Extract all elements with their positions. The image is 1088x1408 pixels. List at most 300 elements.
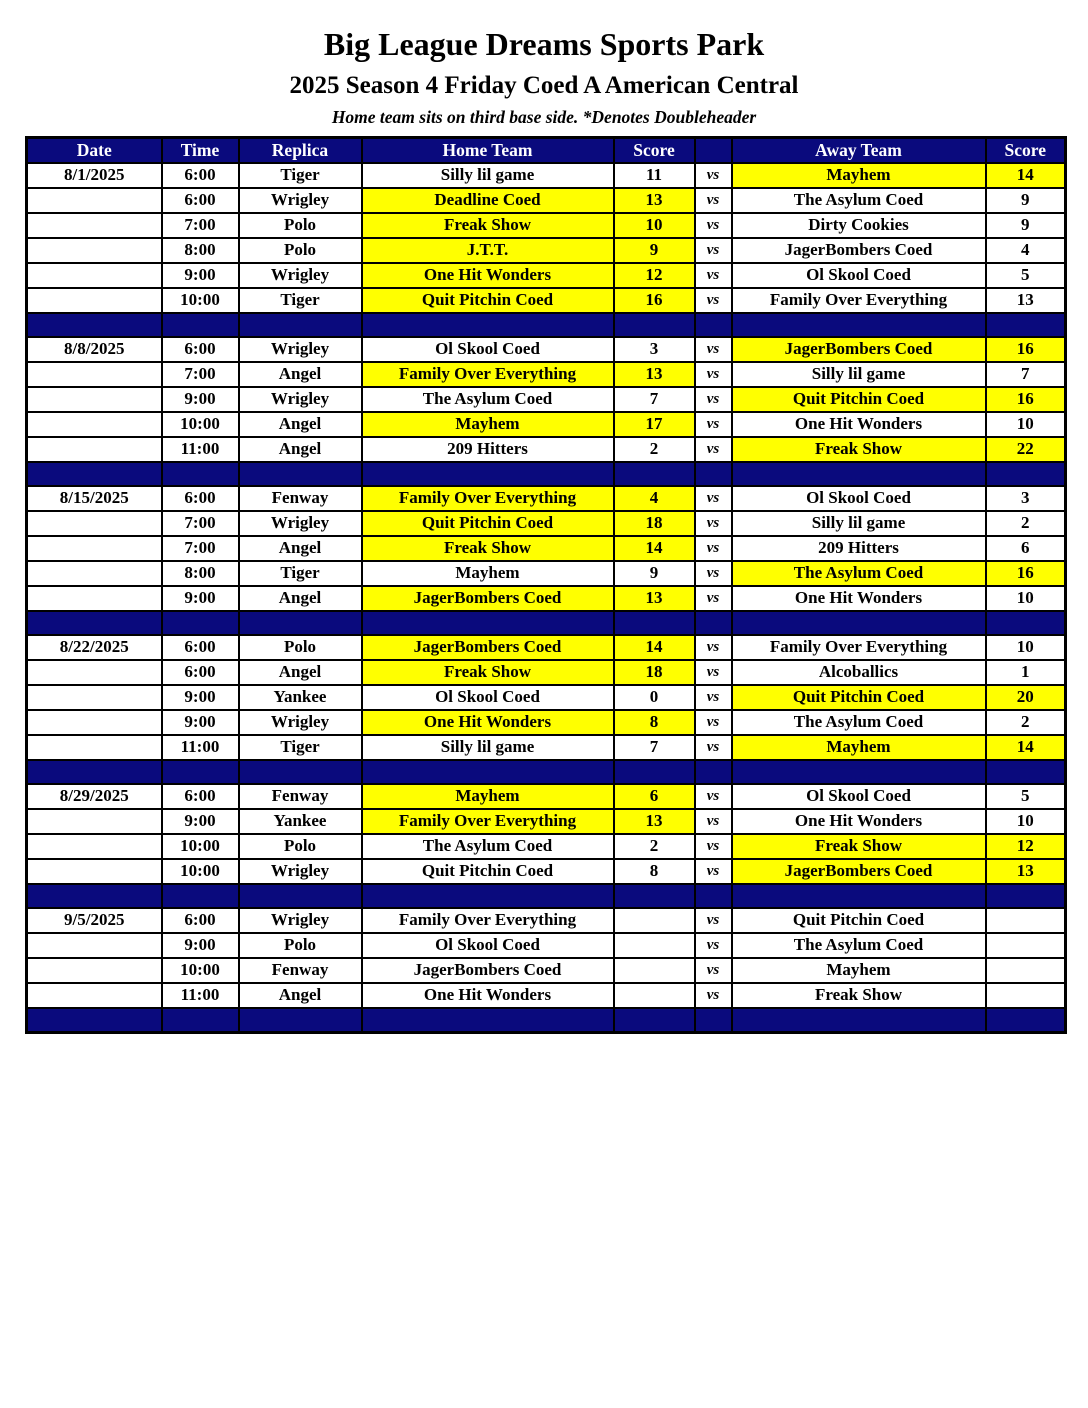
date-cell [27, 809, 162, 834]
separator-cell [27, 884, 162, 908]
home-team-cell: 209 Hitters [362, 437, 614, 462]
home-score-cell: 0 [614, 685, 695, 710]
separator-cell [162, 313, 239, 337]
replica-cell: Wrigley [239, 511, 362, 536]
time-cell: 8:00 [162, 238, 239, 263]
home-team-cell: The Asylum Coed [362, 387, 614, 412]
schedule-note: Home team sits on third base side. *Denotes Doubleheader [331, 107, 757, 127]
vs-cell: vs [695, 859, 732, 884]
date-cell: 9/5/2025 [27, 908, 162, 933]
away-team-cell: One Hit Wonders [732, 809, 986, 834]
home-score-cell: 13 [614, 188, 695, 213]
separator-cell [732, 462, 986, 486]
col-header-score-home: Score [614, 137, 695, 163]
col-header-date: Date [27, 137, 162, 163]
game-row [27, 163, 1066, 188]
col-header-vs [695, 137, 732, 163]
separator-cell [239, 611, 362, 635]
vs-cell: vs [695, 163, 732, 188]
separator-cell [732, 611, 986, 635]
home-score-cell: 13 [614, 586, 695, 611]
away-score-cell: 6 [986, 536, 1066, 561]
separator-cell [362, 1008, 614, 1033]
game-row [27, 188, 1066, 213]
vs-cell: vs [695, 511, 732, 536]
replica-cell: Wrigley [239, 908, 362, 933]
date-cell [27, 238, 162, 263]
date-cell [27, 536, 162, 561]
time-cell: 10:00 [162, 958, 239, 983]
separator-cell [732, 1008, 986, 1033]
separator-cell [239, 313, 362, 337]
vs-cell: vs [695, 337, 732, 362]
separator-cell [27, 1008, 162, 1033]
home-score-cell: 4 [614, 486, 695, 511]
date-cell [27, 288, 162, 313]
col-header-replica: Replica [239, 137, 362, 163]
away-team-cell: Quit Pitchin Coed [732, 387, 986, 412]
vs-cell: vs [695, 362, 732, 387]
vs-cell: vs [695, 809, 732, 834]
away-team-cell: Silly lil game [732, 511, 986, 536]
home-score-cell: 13 [614, 809, 695, 834]
replica-cell: Wrigley [239, 387, 362, 412]
separator-row [27, 313, 1066, 337]
game-row [27, 238, 1066, 263]
vs-cell: vs [695, 635, 732, 660]
away-score-cell: 2 [986, 511, 1066, 536]
separator-cell [362, 462, 614, 486]
time-cell: 6:00 [162, 635, 239, 660]
vs-cell: vs [695, 834, 732, 859]
away-team-cell: Mayhem [732, 163, 986, 188]
time-cell: 7:00 [162, 213, 239, 238]
replica-cell: Polo [239, 213, 362, 238]
time-cell: 6:00 [162, 784, 239, 809]
away-team-cell: The Asylum Coed [732, 188, 986, 213]
away-score-cell: 20 [986, 685, 1066, 710]
time-cell: 6:00 [162, 660, 239, 685]
home-score-cell: 18 [614, 511, 695, 536]
away-team-cell: The Asylum Coed [732, 933, 986, 958]
game-row [27, 387, 1066, 412]
away-score-cell: 4 [986, 238, 1066, 263]
home-score-cell: 13 [614, 362, 695, 387]
date-cell [27, 933, 162, 958]
time-cell: 8:00 [162, 561, 239, 586]
date-cell: 8/15/2025 [27, 486, 162, 511]
separator-cell [27, 760, 162, 784]
separator-cell [986, 611, 1066, 635]
separator-cell [27, 611, 162, 635]
away-team-cell: Ol Skool Coed [732, 784, 986, 809]
separator-cell [239, 760, 362, 784]
home-score-cell: 7 [614, 387, 695, 412]
home-team-cell: Freak Show [362, 660, 614, 685]
separator-cell [695, 313, 732, 337]
separator-cell [27, 462, 162, 486]
home-team-cell: Deadline Coed [362, 188, 614, 213]
replica-cell: Wrigley [239, 859, 362, 884]
home-team-cell: Freak Show [362, 213, 614, 238]
home-team-cell: Family Over Everything [362, 908, 614, 933]
date-cell [27, 660, 162, 685]
replica-cell: Tiger [239, 735, 362, 760]
game-row [27, 933, 1066, 958]
away-score-cell: 16 [986, 561, 1066, 586]
home-team-cell: JagerBombers Coed [362, 635, 614, 660]
away-score-cell: 9 [986, 188, 1066, 213]
home-score-cell [614, 933, 695, 958]
home-team-cell: Family Over Everything [362, 486, 614, 511]
home-score-cell: 9 [614, 561, 695, 586]
time-cell: 7:00 [162, 536, 239, 561]
time-cell: 11:00 [162, 437, 239, 462]
away-score-cell: 16 [986, 387, 1066, 412]
date-cell [27, 188, 162, 213]
date-cell [27, 710, 162, 735]
replica-cell: Angel [239, 586, 362, 611]
separator-cell [27, 313, 162, 337]
time-cell: 7:00 [162, 511, 239, 536]
replica-cell: Fenway [239, 486, 362, 511]
separator-row [27, 760, 1066, 784]
replica-cell: Wrigley [239, 337, 362, 362]
game-row [27, 983, 1066, 1008]
home-score-cell: 3 [614, 337, 695, 362]
time-cell: 10:00 [162, 859, 239, 884]
away-team-cell: Freak Show [732, 983, 986, 1008]
time-cell: 10:00 [162, 834, 239, 859]
home-team-cell: Ol Skool Coed [362, 337, 614, 362]
away-score-cell [986, 933, 1066, 958]
time-cell: 6:00 [162, 188, 239, 213]
vs-cell: vs [695, 958, 732, 983]
separator-cell [239, 1008, 362, 1033]
separator-cell [162, 884, 239, 908]
vs-cell: vs [695, 710, 732, 735]
game-row [27, 685, 1066, 710]
vs-cell: vs [695, 263, 732, 288]
home-score-cell: 2 [614, 437, 695, 462]
away-score-cell [986, 983, 1066, 1008]
game-row [27, 536, 1066, 561]
date-cell [27, 834, 162, 859]
game-row [27, 288, 1066, 313]
separator-cell [239, 462, 362, 486]
separator-cell [162, 611, 239, 635]
date-cell: 8/8/2025 [27, 337, 162, 362]
time-cell: 9:00 [162, 933, 239, 958]
away-team-cell: JagerBombers Coed [732, 337, 986, 362]
separator-cell [614, 1008, 695, 1033]
date-cell [27, 412, 162, 437]
replica-cell: Fenway [239, 784, 362, 809]
replica-cell: Polo [239, 933, 362, 958]
away-team-cell: Freak Show [732, 437, 986, 462]
home-team-cell: The Asylum Coed [362, 834, 614, 859]
away-team-cell: Dirty Cookies [732, 213, 986, 238]
time-cell: 10:00 [162, 412, 239, 437]
game-row [27, 213, 1066, 238]
away-score-cell: 13 [986, 288, 1066, 313]
separator-cell [614, 884, 695, 908]
page-title: Big League Dreams Sports Park [323, 26, 765, 62]
home-score-cell: 12 [614, 263, 695, 288]
game-row [27, 486, 1066, 511]
replica-cell: Wrigley [239, 263, 362, 288]
time-cell: 9:00 [162, 685, 239, 710]
game-row [27, 834, 1066, 859]
home-score-cell: 8 [614, 859, 695, 884]
game-row [27, 437, 1066, 462]
vs-cell: vs [695, 188, 732, 213]
separator-cell [362, 884, 614, 908]
away-team-cell: Silly lil game [732, 362, 986, 387]
game-row [27, 908, 1066, 933]
away-team-cell: Ol Skool Coed [732, 486, 986, 511]
home-team-cell: Ol Skool Coed [362, 685, 614, 710]
home-team-cell: J.T.T. [362, 238, 614, 263]
separator-cell [614, 313, 695, 337]
home-score-cell: 14 [614, 635, 695, 660]
away-team-cell: Family Over Everything [732, 288, 986, 313]
game-row [27, 660, 1066, 685]
away-score-cell: 12 [986, 834, 1066, 859]
vs-cell: vs [695, 387, 732, 412]
separator-cell [732, 884, 986, 908]
time-cell: 11:00 [162, 983, 239, 1008]
home-team-cell: Quit Pitchin Coed [362, 288, 614, 313]
col-header-away-team: Away Team [732, 137, 986, 163]
separator-row [27, 611, 1066, 635]
separator-cell [695, 884, 732, 908]
away-score-cell: 16 [986, 337, 1066, 362]
game-row [27, 809, 1066, 834]
replica-cell: Wrigley [239, 710, 362, 735]
away-score-cell: 3 [986, 486, 1066, 511]
separator-cell [614, 462, 695, 486]
separator-cell [732, 760, 986, 784]
away-team-cell: Quit Pitchin Coed [732, 908, 986, 933]
vs-cell: vs [695, 412, 732, 437]
away-team-cell: The Asylum Coed [732, 710, 986, 735]
time-cell: 9:00 [162, 710, 239, 735]
replica-cell: Angel [239, 437, 362, 462]
vs-cell: vs [695, 213, 732, 238]
vs-cell: vs [695, 983, 732, 1008]
game-row [27, 412, 1066, 437]
home-score-cell: 17 [614, 412, 695, 437]
vs-cell: vs [695, 933, 732, 958]
away-team-cell: Alcoballics [732, 660, 986, 685]
time-cell: 9:00 [162, 263, 239, 288]
date-cell [27, 685, 162, 710]
away-team-cell: JagerBombers Coed [732, 859, 986, 884]
replica-cell: Angel [239, 983, 362, 1008]
home-score-cell: 2 [614, 834, 695, 859]
date-cell [27, 362, 162, 387]
time-cell: 6:00 [162, 337, 239, 362]
away-score-cell [986, 958, 1066, 983]
game-row [27, 859, 1066, 884]
game-row [27, 735, 1066, 760]
date-cell [27, 735, 162, 760]
away-score-cell: 14 [986, 735, 1066, 760]
replica-cell: Yankee [239, 685, 362, 710]
vs-cell: vs [695, 536, 732, 561]
date-cell [27, 958, 162, 983]
away-team-cell: Mayhem [732, 958, 986, 983]
away-score-cell: 9 [986, 213, 1066, 238]
replica-cell: Tiger [239, 288, 362, 313]
date-cell [27, 511, 162, 536]
game-row [27, 710, 1066, 735]
vs-cell: vs [695, 486, 732, 511]
replica-cell: Tiger [239, 163, 362, 188]
home-score-cell: 7 [614, 735, 695, 760]
home-team-cell: One Hit Wonders [362, 263, 614, 288]
home-team-cell: Mayhem [362, 412, 614, 437]
game-row [27, 561, 1066, 586]
home-score-cell: 16 [614, 288, 695, 313]
date-cell [27, 437, 162, 462]
away-score-cell: 10 [986, 412, 1066, 437]
home-team-cell: Mayhem [362, 561, 614, 586]
separator-cell [986, 884, 1066, 908]
vs-cell: vs [695, 238, 732, 263]
home-score-cell: 18 [614, 660, 695, 685]
date-cell: 8/1/2025 [27, 163, 162, 188]
away-team-cell: 209 Hitters [732, 536, 986, 561]
replica-cell: Angel [239, 362, 362, 387]
home-team-cell: Ol Skool Coed [362, 933, 614, 958]
vs-cell: vs [695, 685, 732, 710]
vs-cell: vs [695, 660, 732, 685]
col-header-score-away: Score [986, 137, 1066, 163]
away-score-cell: 5 [986, 263, 1066, 288]
date-cell [27, 387, 162, 412]
separator-cell [362, 313, 614, 337]
home-score-cell: 14 [614, 536, 695, 561]
time-cell: 9:00 [162, 809, 239, 834]
separator-row [27, 1008, 1066, 1033]
home-score-cell [614, 908, 695, 933]
home-team-cell: Quit Pitchin Coed [362, 511, 614, 536]
time-cell: 6:00 [162, 163, 239, 188]
away-score-cell: 13 [986, 859, 1066, 884]
separator-cell [162, 462, 239, 486]
away-score-cell: 10 [986, 586, 1066, 611]
separator-row [27, 462, 1066, 486]
separator-cell [162, 1008, 239, 1033]
replica-cell: Polo [239, 238, 362, 263]
away-team-cell: Mayhem [732, 735, 986, 760]
home-score-cell: 6 [614, 784, 695, 809]
time-cell: 7:00 [162, 362, 239, 387]
home-team-cell: JagerBombers Coed [362, 586, 614, 611]
replica-cell: Tiger [239, 561, 362, 586]
replica-cell: Angel [239, 660, 362, 685]
game-row [27, 586, 1066, 611]
away-score-cell [986, 908, 1066, 933]
col-header-home-team: Home Team [362, 137, 614, 163]
replica-cell: Polo [239, 834, 362, 859]
separator-cell [362, 760, 614, 784]
home-team-cell: Quit Pitchin Coed [362, 859, 614, 884]
date-cell [27, 561, 162, 586]
separator-cell [695, 611, 732, 635]
home-score-cell: 11 [614, 163, 695, 188]
away-team-cell: One Hit Wonders [732, 412, 986, 437]
game-row [27, 337, 1066, 362]
separator-cell [162, 760, 239, 784]
replica-cell: Angel [239, 412, 362, 437]
time-cell: 10:00 [162, 288, 239, 313]
game-row [27, 958, 1066, 983]
date-cell [27, 263, 162, 288]
home-team-cell: Freak Show [362, 536, 614, 561]
separator-cell [362, 611, 614, 635]
home-score-cell: 10 [614, 213, 695, 238]
home-team-cell: JagerBombers Coed [362, 958, 614, 983]
away-score-cell: 14 [986, 163, 1066, 188]
home-team-cell: Mayhem [362, 784, 614, 809]
schedule-table [25, 136, 1067, 1034]
vs-cell: vs [695, 288, 732, 313]
away-score-cell: 22 [986, 437, 1066, 462]
away-score-cell: 7 [986, 362, 1066, 387]
separator-cell [695, 462, 732, 486]
separator-cell [732, 313, 986, 337]
replica-cell: Angel [239, 536, 362, 561]
vs-cell: vs [695, 561, 732, 586]
home-score-cell [614, 983, 695, 1008]
game-row [27, 263, 1066, 288]
home-score-cell: 8 [614, 710, 695, 735]
separator-cell [614, 760, 695, 784]
separator-cell [986, 760, 1066, 784]
time-cell: 9:00 [162, 586, 239, 611]
separator-row [27, 884, 1066, 908]
away-score-cell: 2 [986, 710, 1066, 735]
home-team-cell: Family Over Everything [362, 809, 614, 834]
date-cell: 8/29/2025 [27, 784, 162, 809]
vs-cell: vs [695, 586, 732, 611]
date-cell [27, 586, 162, 611]
home-team-cell: Silly lil game [362, 163, 614, 188]
away-score-cell: 10 [986, 635, 1066, 660]
away-team-cell: Ol Skool Coed [732, 263, 986, 288]
page-subtitle: 2025 Season 4 Friday Coed A American Central [289, 72, 799, 99]
date-cell: 8/22/2025 [27, 635, 162, 660]
date-cell [27, 213, 162, 238]
replica-cell: Fenway [239, 958, 362, 983]
game-row [27, 511, 1066, 536]
separator-cell [986, 1008, 1066, 1033]
separator-cell [986, 313, 1066, 337]
game-row [27, 362, 1066, 387]
home-score-cell [614, 958, 695, 983]
home-score-cell: 9 [614, 238, 695, 263]
away-team-cell: The Asylum Coed [732, 561, 986, 586]
home-team-cell: One Hit Wonders [362, 983, 614, 1008]
home-team-cell: One Hit Wonders [362, 710, 614, 735]
vs-cell: vs [695, 735, 732, 760]
replica-cell: Yankee [239, 809, 362, 834]
time-cell: 6:00 [162, 908, 239, 933]
away-team-cell: Family Over Everything [732, 635, 986, 660]
